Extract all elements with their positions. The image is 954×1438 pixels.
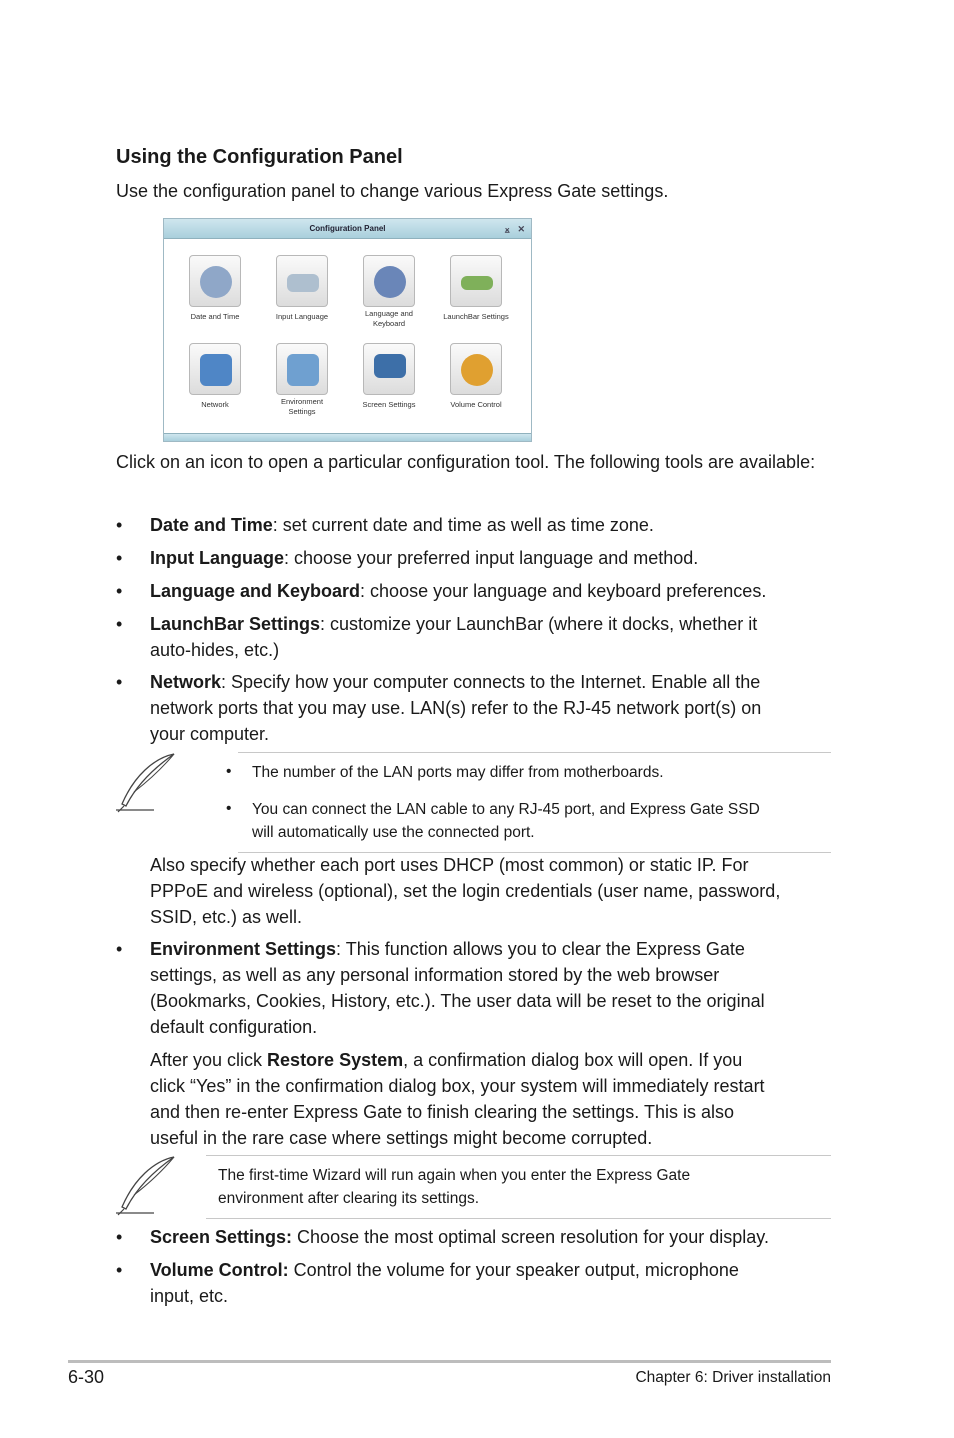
panel-title: Configuration Panel [309,224,386,233]
item-environment-cont: settings, as well as any personal information stored by the web browser [150,965,720,985]
page-number: 6-30 [68,1367,105,1387]
network-extra-text: Also specify whether each port uses DHCP (most common) or static IP. For [150,855,749,875]
speaker-icon [450,343,502,395]
bullet-glyph: • [116,1227,123,1247]
restore-system-cont: and then re-enter Express Gate to finish clearing the settings. This is also [150,1102,734,1122]
item-screen-settings: Screen Settings: Choose the most optimal screen resolution for your display. [150,1227,769,1247]
bullet-glyph: • [116,614,123,634]
note-wizard: The first-time Wizard will run again when you enter the Express Gate [218,1167,691,1184]
tool-launchbar-settings: LaunchBar Settings [433,255,519,322]
item-network-cont: network ports that you may use. LAN(s) refer to the RJ-45 network port(s) on [150,698,762,718]
item-environment-cont: default configuration. [150,1017,318,1037]
language-icon [363,255,415,307]
item-network: Network: Specify how your computer connects to the Internet. Enable all the [150,672,761,692]
tool-date-and-time: Date and Time [172,255,258,322]
bullet-glyph: • [116,672,123,692]
panel-titlebar [164,219,531,239]
panel-footer-bar [164,433,531,441]
restore-system-text: After you click Restore System, a confirmation dialog box will open. If you [150,1050,743,1070]
note-bullet-glyph: • [226,763,232,780]
panel-window-controls [500,219,525,239]
restore-system-cont: click “Yes” in the confirmation dialog box, your system will immediately restart [150,1076,765,1096]
bullet-glyph: • [116,1260,123,1280]
bullet-glyph: • [116,548,123,568]
note-quill-icon [114,752,178,814]
item-date-and-time: Date and Time: set current date and time as well as time zone. [150,515,654,535]
bullet-glyph: • [116,939,123,959]
bullet-glyph: • [116,581,123,601]
note-divider [238,752,831,753]
note-divider [206,1218,831,1219]
note-lan-ports: The number of the LAN ports may differ from motherboards. [252,764,664,781]
clock-icon [189,255,241,307]
note-divider [206,1155,831,1156]
item-language-and-keyboard: Language and Keyboard: choose your language and keyboard preferences. [150,581,767,601]
item-environment-settings: Environment Settings: This function allows you to clear the Express Gate [150,939,745,959]
note-lan-cable-cont: will automatically use the connected port. [252,824,535,841]
footer-divider [68,1360,831,1363]
close-icon: ✕ [517,224,525,234]
note-wizard-cont: environment after clearing its settings. [218,1190,480,1207]
keyboard-icon [276,255,328,307]
environment-icon [276,343,328,395]
restore-system-cont: useful in the rare case where settings might become corrupted. [150,1128,653,1148]
note-bullet-glyph: • [226,800,232,817]
tool-input-language: Input Language [259,255,345,322]
network-extra-text: SSID, etc.) as well. [150,907,303,927]
note-quill-icon [114,1155,178,1217]
item-volume-control: Volume Control: Control the volume for your speaker output, microphone [150,1260,739,1280]
section-heading: Using the Configuration Panel [116,146,403,168]
item-input-language: Input Language: choose your preferred input language and method. [150,548,699,568]
tool-environment-settings: Environment Settings [259,343,345,417]
tools-intro: Click on an icon to open a particular configuration tool. The following tools are available: [116,452,816,472]
screen-icon [363,343,415,395]
panel-tool-grid [164,240,531,433]
section-intro: Use the configuration panel to change various Express Gate settings. [116,181,669,201]
item-launchbar-settings-cont: auto-hides, etc.) [150,640,280,660]
tool-screen-settings: Screen Settings [346,343,432,410]
tool-volume-control: Volume Control [433,343,519,410]
configuration-panel-screenshot [163,218,532,442]
item-volume-control-cont: input, etc. [150,1286,229,1306]
item-launchbar-settings: LaunchBar Settings: customize your LaunchBar (where it docks, whether it [150,614,758,634]
bullet-glyph: • [116,515,123,535]
minimize-icon: ⨱ [504,224,510,234]
item-network-cont: your computer. [150,724,270,744]
chapter-title: Chapter 6: Driver installation [635,1369,831,1386]
launchbar-icon [450,255,502,307]
tool-network: Network [172,343,258,410]
network-icon [189,343,241,395]
note-lan-cable: You can connect the LAN cable to any RJ-45 port, and Express Gate SSD [252,801,760,818]
tool-language-and-keyboard: Language and Keyboard [346,255,432,329]
network-extra-text: PPPoE and wireless (optional), set the login credentials (user name, password, [150,881,781,901]
item-environment-cont: (Bookmarks, Cookies, History, etc.). The user data will be reset to the original [150,991,765,1011]
